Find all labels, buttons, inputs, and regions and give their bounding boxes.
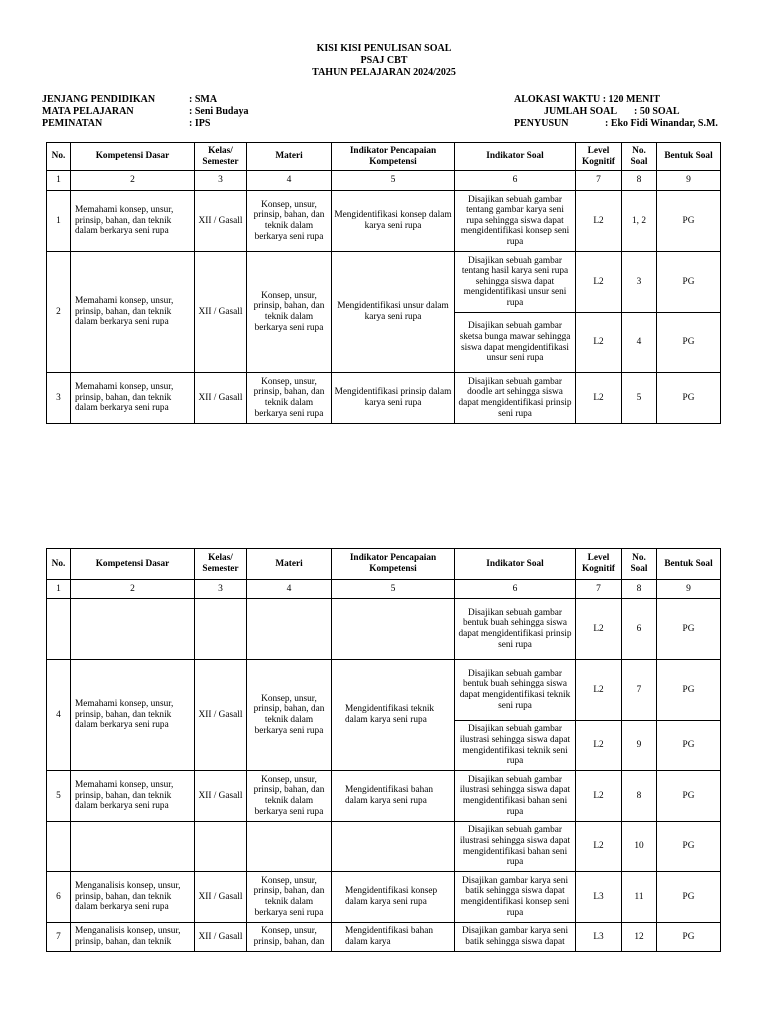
- jenjang-label: JENJANG PENDIDIKAN: [42, 94, 156, 105]
- col-kelas-header: Kelas/ Semester: [195, 549, 247, 580]
- col-indikator-header: Indikator Soal: [455, 549, 576, 580]
- indikator-pencapaian: Mengidentifikasi teknik dalam karya seni rupa: [332, 660, 455, 771]
- col-number: 8: [622, 580, 657, 599]
- kelas-semester: XII / Gasall: [195, 923, 247, 952]
- nomor-soal: 8: [622, 771, 657, 822]
- kompetensi-dasar: Memahami konsep, unsur, prinsip, bahan, dan teknik dalam berkarya seni rupa: [71, 191, 195, 252]
- nomor-soal: 4: [622, 313, 657, 373]
- bentuk-soal: PG: [657, 822, 721, 872]
- doc-title: KISI KISI PENULISAN SOAL: [316, 43, 452, 54]
- table-row: [47, 191, 721, 252]
- indikator-soal: Disajikan gambar karya seni batik sehingga siswa dapat mengidentifikasi konsep seni rupa: [455, 872, 576, 923]
- row-no: 7: [47, 923, 71, 952]
- col-number: 6: [455, 580, 576, 599]
- col-indikator-header: Indikator Soal: [455, 143, 576, 171]
- bentuk-soal: PG: [657, 252, 721, 313]
- row-no: [47, 599, 71, 660]
- col-number: 7: [576, 580, 622, 599]
- nomor-soal: 7: [622, 660, 657, 721]
- kisi-table-1: [46, 142, 721, 424]
- level-kognitif: L2: [576, 721, 622, 771]
- col-level-header: Level Kognitif: [576, 143, 622, 171]
- col-number: 3: [195, 580, 247, 599]
- row-no: 2: [47, 252, 71, 373]
- table-row: [47, 373, 721, 424]
- peminatan-label: PEMINATAN: [42, 118, 103, 129]
- materi: Konsep, unsur, prinsip, bahan, dan: [247, 923, 332, 952]
- nomor-soal: 1, 2: [622, 191, 657, 252]
- indikator-pencapaian: Mengidentifikasi prinsip dalam karya seni rupa: [332, 373, 455, 424]
- indikator-pencapaian: Mengidentifikasi konsep dalam karya seni rupa: [332, 872, 455, 923]
- level-kognitif: L2: [576, 771, 622, 822]
- header-row: [47, 549, 721, 580]
- col-nosoal-header: No. Soal: [622, 143, 657, 171]
- bentuk-soal: PG: [657, 660, 721, 721]
- level-kognitif: L2: [576, 191, 622, 252]
- col-number: 4: [247, 171, 332, 191]
- indikator-soal: Disajikan sebuah gambar bentuk buah sehingga siswa dapat mengidentifikasi teknik seni rupa: [455, 660, 576, 721]
- bentuk-soal: PG: [657, 599, 721, 660]
- level-kognitif: L2: [576, 599, 622, 660]
- col-nosoal-header: No. Soal: [622, 549, 657, 580]
- kelas-semester: XII / Gasall: [195, 373, 247, 424]
- kompetensi-dasar: Menganalisis konsep, unsur, prinsip, bahan, dan teknik: [71, 923, 195, 952]
- col-ipk-header: Indikator Pencapaian Kompetensi: [332, 549, 455, 580]
- doc-year: TAHUN PELAJARAN 2024/2025: [312, 67, 456, 78]
- col-materi-header: Materi: [247, 549, 332, 580]
- col-number: 9: [657, 171, 721, 191]
- kompetensi-dasar: Memahami konsep, unsur, prinsip, bahan, dan teknik dalam berkarya seni rupa: [71, 252, 195, 373]
- kelas-semester: [195, 599, 247, 660]
- col-bentuk-header: Bentuk Soal: [657, 143, 721, 171]
- col-kd-header: Kompetensi Dasar: [71, 549, 195, 580]
- col-number: 9: [657, 580, 721, 599]
- indikator-soal: Disajikan gambar karya seni batik sehingga siswa dapat: [455, 923, 576, 952]
- col-number: 2: [71, 580, 195, 599]
- row-no: 1: [47, 191, 71, 252]
- jenjang-value: : SMA: [189, 94, 218, 105]
- kelas-semester: XII / Gasall: [195, 872, 247, 923]
- jumlah-value: : 50 SOAL: [634, 106, 680, 117]
- kisi-table-2: [46, 548, 721, 952]
- penyusun-value: : Eko Fidi Winandar, S.M.: [605, 118, 718, 129]
- kompetensi-dasar: Memahami konsep, unsur, prinsip, bahan, dan teknik dalam berkarya seni rupa: [71, 373, 195, 424]
- level-kognitif: L2: [576, 822, 622, 872]
- indikator-soal: Disajikan sebuah gambar bentuk buah sehingga siswa dapat mengidentifikasi prinsip seni rupa: [455, 599, 576, 660]
- table-row: [47, 771, 721, 822]
- indikator-soal: Disajikan sebuah gambar sketsa bunga mawar sehingga siswa dapat mengidentifikasi unsur seni rupa: [455, 313, 576, 373]
- materi: Konsep, unsur, prinsip, bahan, dan teknik dalam berkarya seni rupa: [247, 252, 332, 373]
- row-no: 5: [47, 771, 71, 822]
- indikator-soal: Disajikan sebuah gambar doodle art sehingga siswa dapat mengidentifikasi prinsip seni rupa: [455, 373, 576, 424]
- col-bentuk-header: Bentuk Soal: [657, 549, 721, 580]
- kompetensi-dasar: [71, 822, 195, 872]
- nomor-soal: 12: [622, 923, 657, 952]
- col-number: 5: [332, 171, 455, 191]
- materi: Konsep, unsur, prinsip, bahan, dan teknik dalam berkarya seni rupa: [247, 660, 332, 771]
- peminatan-value: : IPS: [189, 118, 211, 129]
- level-kognitif: L3: [576, 923, 622, 952]
- col-kelas-header: Kelas/ Semester: [195, 143, 247, 171]
- indikator-soal: Disajikan sebuah gambar tentang hasil karya seni rupa sehingga siswa dapat mengidentifikasi unsur seni rupa: [455, 252, 576, 313]
- bentuk-soal: PG: [657, 721, 721, 771]
- jumlah-label: JUMLAH SOAL: [544, 106, 618, 117]
- level-kognitif: L2: [576, 660, 622, 721]
- nomor-soal: 3: [622, 252, 657, 313]
- nomor-soal: 5: [622, 373, 657, 424]
- bentuk-soal: PG: [657, 313, 721, 373]
- kelas-semester: XII / Gasall: [195, 252, 247, 373]
- kelas-semester: XII / Gasall: [195, 771, 247, 822]
- materi: Konsep, unsur, prinsip, bahan, dan teknik dalam berkarya seni rupa: [247, 191, 332, 252]
- kelas-semester: [195, 822, 247, 872]
- col-number: 2: [71, 171, 195, 191]
- table-row: [47, 252, 721, 313]
- alokasi-waktu: ALOKASI WAKTU : 120 MENIT: [514, 94, 660, 105]
- col-no-header: No.: [47, 549, 71, 580]
- indikator-soal: Disajikan sebuah gambar ilustrasi sehingga siswa dapat mengidentifikasi bahan seni rupa: [455, 771, 576, 822]
- col-number: 1: [47, 580, 71, 599]
- kompetensi-dasar: Menganalisis konsep, unsur, prinsip, bahan, dan teknik dalam berkarya seni rupa: [71, 872, 195, 923]
- row-no: 3: [47, 373, 71, 424]
- table-row: [47, 599, 721, 660]
- indikator-soal: Disajikan sebuah gambar ilustrasi sehingga siswa dapat mengidentifikasi bahan seni rupa: [455, 822, 576, 872]
- indikator-pencapaian: Mengidentifikasi bahan dalam karya seni rupa: [332, 771, 455, 822]
- column-number-row: [47, 171, 721, 191]
- col-level-header: Level Kognitif: [576, 549, 622, 580]
- bentuk-soal: PG: [657, 373, 721, 424]
- level-kognitif: L2: [576, 313, 622, 373]
- col-no-header: No.: [47, 143, 71, 171]
- level-kognitif: L2: [576, 373, 622, 424]
- nomor-soal: 9: [622, 721, 657, 771]
- level-kognitif: L2: [576, 252, 622, 313]
- col-number: 6: [455, 171, 576, 191]
- kelas-semester: XII / Gasall: [195, 660, 247, 771]
- bentuk-soal: PG: [657, 923, 721, 952]
- table-row: [47, 923, 721, 952]
- col-materi-header: Materi: [247, 143, 332, 171]
- table-row: [47, 872, 721, 923]
- indikator-pencapaian: [332, 822, 455, 872]
- mapel-label: MATA PELAJARAN: [42, 106, 134, 117]
- indikator-soal: Disajikan sebuah gambar ilustrasi sehingga siswa dapat mengidentifikasi teknik seni rupa: [455, 721, 576, 771]
- nomor-soal: 6: [622, 599, 657, 660]
- bentuk-soal: PG: [657, 191, 721, 252]
- materi: [247, 599, 332, 660]
- kompetensi-dasar: Memahami konsep, unsur, prinsip, bahan, dan teknik dalam berkarya seni rupa: [71, 771, 195, 822]
- column-number-row: [47, 580, 721, 599]
- kompetensi-dasar: [71, 599, 195, 660]
- indikator-pencapaian: Mengidentifikasi konsep dalam karya seni rupa: [332, 191, 455, 252]
- doc-subtitle: PSAJ CBT: [360, 55, 408, 66]
- bentuk-soal: PG: [657, 872, 721, 923]
- materi: Konsep, unsur, prinsip, bahan, dan teknik dalam berkarya seni rupa: [247, 373, 332, 424]
- indikator-pencapaian: [332, 599, 455, 660]
- indikator-pencapaian: Mengidentifikasi bahan dalam karya: [332, 923, 455, 952]
- col-number: 1: [47, 171, 71, 191]
- header-row: [47, 143, 721, 171]
- materi: Konsep, unsur, prinsip, bahan, dan teknik dalam berkarya seni rupa: [247, 872, 332, 923]
- kelas-semester: XII / Gasall: [195, 191, 247, 252]
- col-kd-header: Kompetensi Dasar: [71, 143, 195, 171]
- materi: [247, 822, 332, 872]
- mapel-value: : Seni Budaya: [189, 106, 249, 117]
- penyusun-label: PENYUSUN: [514, 118, 569, 129]
- col-number: 3: [195, 171, 247, 191]
- col-number: 8: [622, 171, 657, 191]
- col-number: 7: [576, 171, 622, 191]
- row-no: [47, 822, 71, 872]
- materi: Konsep, unsur, prinsip, bahan, dan teknik dalam berkarya seni rupa: [247, 771, 332, 822]
- bentuk-soal: PG: [657, 771, 721, 822]
- col-ipk-header: Indikator Pencapaian Kompetensi: [332, 143, 455, 171]
- indikator-pencapaian: Mengidentifikasi unsur dalam karya seni rupa: [332, 252, 455, 373]
- row-no: 4: [47, 660, 71, 771]
- row-no: 6: [47, 872, 71, 923]
- nomor-soal: 11: [622, 872, 657, 923]
- level-kognitif: L3: [576, 872, 622, 923]
- kompetensi-dasar: Memahami konsep, unsur, prinsip, bahan, dan teknik dalam berkarya seni rupa: [71, 660, 195, 771]
- table-row: [47, 660, 721, 721]
- indikator-soal: Disajikan sebuah gambar tentang gambar karya seni rupa sehingga siswa dapat mengidentifikasi konsep seni rupa: [455, 191, 576, 252]
- nomor-soal: 10: [622, 822, 657, 872]
- col-number: 4: [247, 580, 332, 599]
- table-row: [47, 822, 721, 872]
- col-number: 5: [332, 580, 455, 599]
